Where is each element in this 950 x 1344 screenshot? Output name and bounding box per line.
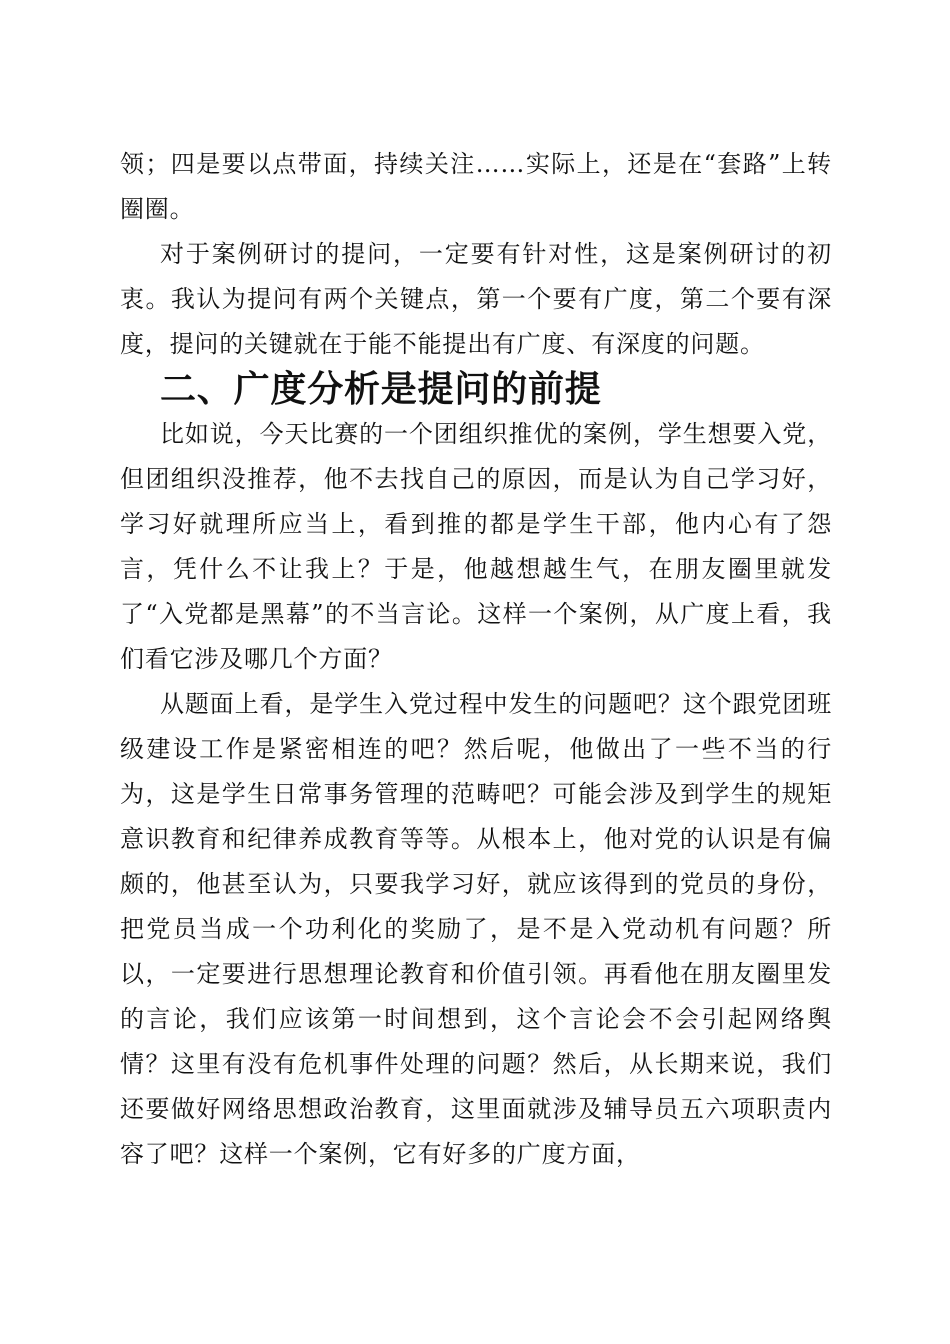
paragraph-continuation: 领；四是要以点带面，持续关注……实际上，还是在“套路”上转圈圈。: [120, 150, 832, 223]
document-body: [120, 142, 832, 1177]
paragraph-case-questioning: 对于案例研讨的提问，一定要有针对性，这是案例研讨的初衷。我认为提问有两个关键点，第一个要有广度，第二个要有深度，提问的关键就在于能不能提出有广度、有深度的问题。: [120, 240, 832, 358]
paragraph-example-case: 比如说，今天比赛的一个团组织推优的案例，学生想要入党，但团组织没推荐，他不去找自己的原因，而是认为自己学习好，学习好就理所应当上，看到推的都是学生干部，他内心有了怨言，凭什么不让我上？于是，他越想越生气，在朋友圈里就发了“入党都是黑幕”的不当言论。这样一个案例，从广度上看，我们看它涉及哪几个方面？: [120, 420, 832, 673]
paragraph-breadth-analysis: 从题面上看，是学生入党过程中发生的问题吧？这个跟党团班级建设工作是紧密相连的吧？然后呢，他做出了一些不当的行为，这是学生日常事务管理的范畴吧？可能会涉及到学生的规矩意识教育和纪律养成教育等等。从根本上，他对党的认识是有偏颇的，他甚至认为，只要我学习好，就应该得到的党员的身份，把党员当成一个功利化的奖励了，是不是入党动机有问题？所以，一定要进行思想理论教育和价值引领。再看他在朋友圈里发的言论，我们应该第一时间想到，这个言论会不会引起网络舆情？这里有没有危机事件处理的问题？然后，从长期来说，我们还要做好网络思想政治教育，这里面就涉及辅导员五六项职责内容了吧？这样一个案例，它有好多的广度方面，: [120, 690, 832, 1168]
section-heading: 二、广度分析是提问的前提: [160, 369, 602, 410]
